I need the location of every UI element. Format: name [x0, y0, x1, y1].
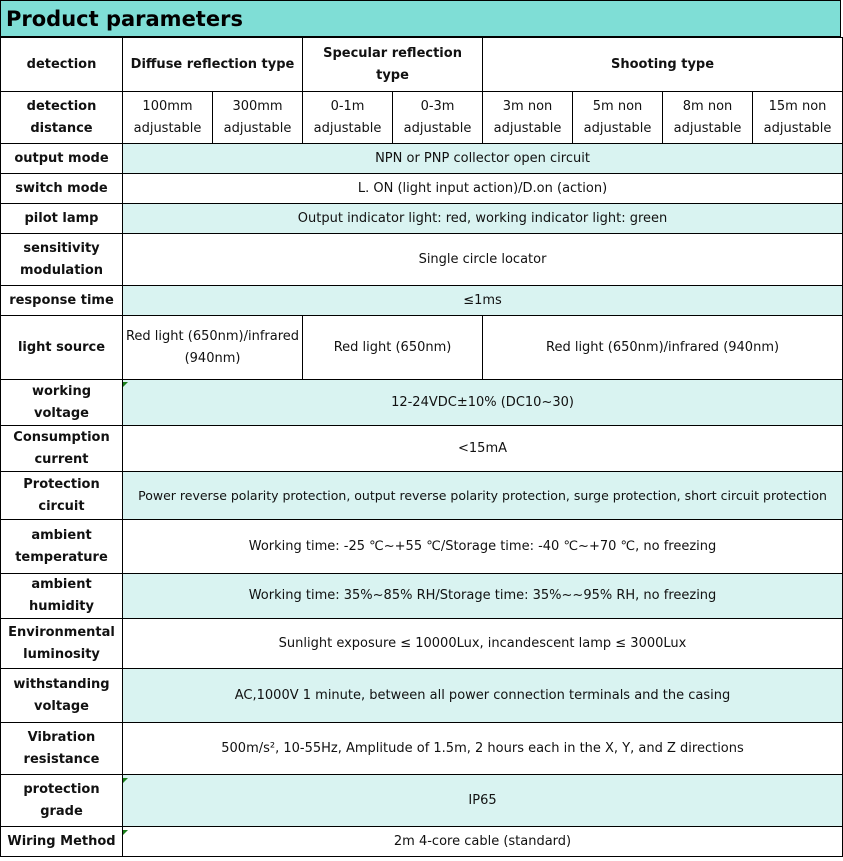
row-value: Working time: 35%~85% RH/Storage time: 35%~~95% RH, no freezing	[123, 574, 843, 619]
light-source-cell: Red light (650nm)/infrared (940nm)	[123, 316, 303, 380]
row-label: switch mode	[1, 174, 123, 204]
page-title: Product parameters	[0, 0, 841, 37]
row-value: 12-24VDC±10% (DC10~30)	[123, 380, 843, 426]
row-value: L. ON (light input action)/D.on (action)	[123, 174, 843, 204]
table-row	[1, 286, 843, 316]
row-value: IP65	[123, 775, 843, 827]
table-row	[1, 574, 843, 619]
row-value: Single circle locator	[123, 234, 843, 286]
row-value: AC,1000V 1 minute, between all power connection terminals and the casing	[123, 669, 843, 723]
distance-cell: 8m non adjustable	[663, 92, 753, 144]
table-row	[1, 426, 843, 472]
row-label: Consumption current	[1, 426, 123, 472]
row-label: response time	[1, 286, 123, 316]
row-label: Environmental luminosity	[1, 619, 123, 669]
light-source-cell: Red light (650nm)/infrared (940nm)	[483, 316, 843, 380]
table-row	[1, 316, 843, 380]
distance-cell: 0-3m adjustable	[393, 92, 483, 144]
type-header-diffuse: Diffuse reflection type	[123, 38, 303, 92]
cell-comment-marker	[123, 830, 128, 835]
row-value: Sunlight exposure ≤ 10000Lux, incandescent lamp ≤ 3000Lux	[123, 619, 843, 669]
table-row	[1, 174, 843, 204]
table-row	[1, 234, 843, 286]
row-label: ambient humidity	[1, 574, 123, 619]
row-label: Vibration resistance	[1, 723, 123, 775]
type-header-shooting: Shooting type	[483, 38, 843, 92]
table-row	[1, 619, 843, 669]
row-label: pilot lamp	[1, 204, 123, 234]
table-row	[1, 38, 843, 92]
distance-cell: 100mm adjustable	[123, 92, 213, 144]
table-row	[1, 204, 843, 234]
distance-cell: 5m non adjustable	[573, 92, 663, 144]
row-label: sensitivity modulation	[1, 234, 123, 286]
row-label: protection grade	[1, 775, 123, 827]
cell-comment-marker	[123, 778, 128, 783]
table-row	[1, 669, 843, 723]
row-value: <15mA	[123, 426, 843, 472]
type-header-specular: Specular reflection type	[303, 38, 483, 92]
row-label: light source	[1, 316, 123, 380]
table-row	[1, 723, 843, 775]
cell-comment-marker	[123, 382, 128, 387]
row-label: ambient temperature	[1, 520, 123, 574]
row-label: output mode	[1, 144, 123, 174]
row-label: detection distance	[1, 92, 123, 144]
row-label: Protection circuit	[1, 472, 123, 520]
row-label: Wiring Method	[1, 827, 123, 857]
table-row	[1, 472, 843, 520]
row-value: 2m 4-core cable (standard)	[123, 827, 843, 857]
row-label: detection	[1, 38, 123, 92]
row-label: withstanding voltage	[1, 669, 123, 723]
light-source-cell: Red light (650nm)	[303, 316, 483, 380]
row-value: NPN or PNP collector open circuit	[123, 144, 843, 174]
table-row	[1, 92, 843, 144]
distance-cell: 300mm adjustable	[213, 92, 303, 144]
row-value: Output indicator light: red, working indicator light: green	[123, 204, 843, 234]
row-label: working voltage	[1, 380, 123, 426]
table-row	[1, 144, 843, 174]
distance-cell: 0-1m adjustable	[303, 92, 393, 144]
distance-cell: 3m non adjustable	[483, 92, 573, 144]
table-row	[1, 520, 843, 574]
parameters-table	[0, 37, 843, 857]
distance-cell: 15m non adjustable	[753, 92, 843, 144]
row-value: ≤1ms	[123, 286, 843, 316]
row-value: Power reverse polarity protection, output reverse polarity protection, surge protection, short circuit protection	[123, 472, 843, 520]
row-value: Working time: -25 ℃~+55 ℃/Storage time: -40 ℃~+70 ℃, no freezing	[123, 520, 843, 574]
row-value: 500m/s², 10-55Hz, Amplitude of 1.5m, 2 hours each in the X, Y, and Z directions	[123, 723, 843, 775]
